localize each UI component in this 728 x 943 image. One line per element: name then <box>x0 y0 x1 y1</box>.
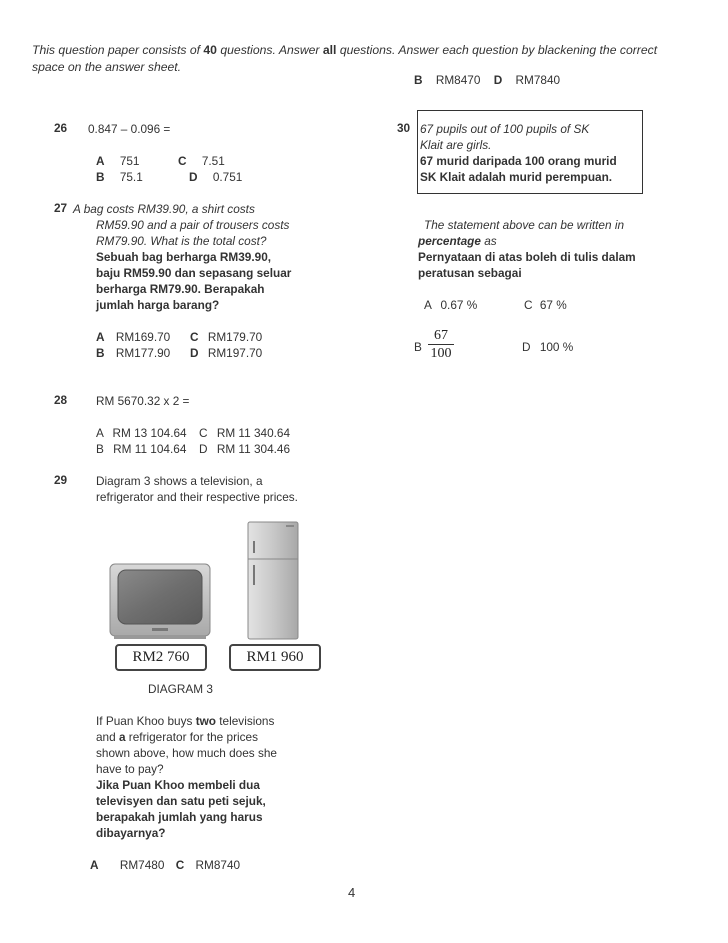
q30-en-line2: Klait are girls. <box>420 138 492 152</box>
q29-en-line4: have to pay? <box>96 762 164 776</box>
q30-option-b-letter: B <box>414 340 422 354</box>
q27-option-a-letter: A <box>96 330 105 344</box>
television-image <box>108 562 212 640</box>
q29-en-line2-c: refrigerator for the prices <box>125 730 258 744</box>
instructions-text-2: questions. Answer <box>216 43 323 57</box>
q27-en-line2: RM59.90 and a pair of trousers costs <box>96 218 290 232</box>
q28-option-d-value: RM 11 304.46 <box>216 442 291 456</box>
q26-option-c-value: 7.51 <box>201 154 225 168</box>
q26-option-b <box>96 169 143 185</box>
q26-option-a-letter: A <box>96 154 105 168</box>
q28-option-a <box>96 425 187 441</box>
q30-ms-line1: 67 murid daripada 100 orang murid <box>420 154 617 168</box>
q29-intro-line1: Diagram 3 shows a television, a <box>96 474 263 488</box>
q30-fraction-denominator: 100 <box>428 344 454 362</box>
q29-en-line2-a: and <box>96 730 119 744</box>
instructions-text-3: questions. Answer each question by blackening the correct space on the answer sheet. <box>32 43 658 74</box>
q26-number: 26 <box>54 121 68 135</box>
q28-option-b-letter: B <box>96 442 104 456</box>
q30-en-line1: 67 pupils out of 100 pupils of SK <box>420 122 590 136</box>
q28-option-c-value: RM 11 340.64 <box>216 426 291 440</box>
q30-ms-line2: SK Klait adalah murid perempuan. <box>420 170 613 184</box>
q28-option-d <box>199 441 290 457</box>
q29-intro-line2: refrigerator and their respective prices. <box>96 490 298 504</box>
q29-en-line3: shown above, how much does she <box>96 746 277 760</box>
q30-stmt-as: as <box>480 234 497 248</box>
q26-option-b-value: 75.1 <box>119 170 143 184</box>
q29-en-two: two <box>195 714 216 728</box>
q29-options <box>90 857 240 873</box>
carry-option-d-value: RM7840 <box>515 73 561 87</box>
q29-ms-line2: televisyen dan satu peti sejuk, <box>96 794 266 808</box>
q27-option-a-value: RM169.70 <box>115 330 171 344</box>
q27-number: 27 <box>54 201 68 215</box>
q27-ms-line2: baju RM59.90 dan sepasang seluar <box>96 266 292 280</box>
q29-ms-line3: berapakah jumlah yang harus <box>96 810 263 824</box>
page-number: 4 <box>348 885 356 900</box>
q30-option-c <box>524 297 567 313</box>
fridge-price-label: RM1 960 <box>229 644 321 671</box>
q28-stem: RM 5670.32 x 2 = <box>96 394 190 408</box>
q28-option-d-letter: D <box>199 442 208 456</box>
question-count: 40 <box>203 43 217 57</box>
q26-option-d-letter: D <box>189 170 198 184</box>
q29-option-c-value: RM8740 <box>195 858 241 872</box>
q29-en-line1 <box>96 713 293 729</box>
q26-option-b-letter: B <box>96 170 105 184</box>
q30-option-d-letter: D <box>522 340 531 354</box>
q29-option-a-value: RM7480 <box>119 858 165 872</box>
q30-option-d-value: 100 % <box>539 340 574 354</box>
q27-en-line1: A bag costs RM39.90, a shirt costs <box>73 202 255 216</box>
q26-option-a <box>96 153 140 169</box>
q28-option-b-value: RM 11 104.64 <box>113 442 187 456</box>
refrigerator-image <box>246 521 300 641</box>
diagram-caption: DIAGRAM 3 <box>148 682 213 696</box>
q30-option-b-fraction <box>428 327 454 362</box>
q27-option-b-value: RM177.90 <box>115 346 171 360</box>
q30-option-c-letter: C <box>524 298 533 312</box>
instructions-all: all <box>322 43 337 57</box>
q29-en-a: a <box>118 730 126 744</box>
q28-number: 28 <box>54 393 68 407</box>
q27-option-d-letter: D <box>190 346 199 360</box>
q30-option-c-value: 67 % <box>539 298 567 312</box>
q30-fraction-numerator: 67 <box>434 328 448 343</box>
carry-over-options <box>414 72 560 88</box>
q29-option-a-letter: A <box>90 858 99 872</box>
q30-ms-stmt-line2: peratusan sebagai <box>418 266 522 280</box>
q30-option-a <box>424 297 477 313</box>
q29-ms-line1: Jika Puan Khoo membeli dua <box>96 778 260 792</box>
q30-option-d <box>522 339 573 355</box>
q28-option-b <box>96 441 186 457</box>
q27-option-a <box>96 329 170 345</box>
q30-option-a-value: 0.67 % <box>440 298 478 312</box>
q27-ms-line4: jumlah harga barang? <box>96 298 220 312</box>
q30-stmt-percentage: percentage <box>418 234 481 248</box>
carry-option-d-letter: D <box>493 73 503 87</box>
q29-number: 29 <box>54 473 68 487</box>
q28-option-a-value: RM 13 104.64 <box>112 426 187 440</box>
q27-ms-line1: Sebuah bag berharga RM39.90, <box>96 250 272 264</box>
q30-option-a-letter: A <box>424 298 432 312</box>
q26-option-c-letter: C <box>178 154 187 168</box>
q29-en-line2 <box>96 729 293 745</box>
q28-option-c <box>199 425 290 441</box>
q27-option-b <box>96 345 170 361</box>
q26-option-a-value: 751 <box>119 154 140 168</box>
carry-option-b-value: RM8470 <box>435 73 481 87</box>
q27-option-c-value: RM179.70 <box>207 330 263 344</box>
q27-en-line3: RM79.90. What is the total cost? <box>96 234 267 248</box>
q30-stmt-line2 <box>418 233 497 249</box>
instructions-text-1: This question paper consists of <box>32 43 204 57</box>
tv-price-label: RM2 760 <box>115 644 207 671</box>
q27-option-d-value: RM197.70 <box>207 346 263 360</box>
q30-ms-stmt-line1: Pernyataan di atas boleh di tulis dalam <box>418 250 636 264</box>
q26-option-d-value: 0.751 <box>212 170 243 184</box>
q26-stem: 0.847 – 0.096 = <box>88 122 171 136</box>
q26-option-d <box>189 169 242 185</box>
instructions <box>32 42 672 75</box>
q27-option-c <box>190 329 262 345</box>
q27-option-d <box>190 345 262 361</box>
q27-option-c-letter: C <box>190 330 199 344</box>
q27-ms-line3: berharga RM79.90. Berapakah <box>96 282 265 296</box>
q29-en-line1-a: If Puan Khoo buys <box>96 714 196 728</box>
q29-ms-line4: dibayarnya? <box>96 826 166 840</box>
q28-option-c-letter: C <box>199 426 208 440</box>
q30-stmt-line1: The statement above can be written in <box>424 218 625 232</box>
q28-option-a-letter: A <box>96 426 104 440</box>
q27-option-b-letter: B <box>96 346 105 360</box>
q29-option-c-letter: C <box>175 858 185 872</box>
carry-option-b-letter: B <box>414 73 423 87</box>
q26-option-c <box>178 153 225 169</box>
q30-number: 30 <box>397 121 411 135</box>
q29-en-line1-c: televisions <box>216 714 275 728</box>
